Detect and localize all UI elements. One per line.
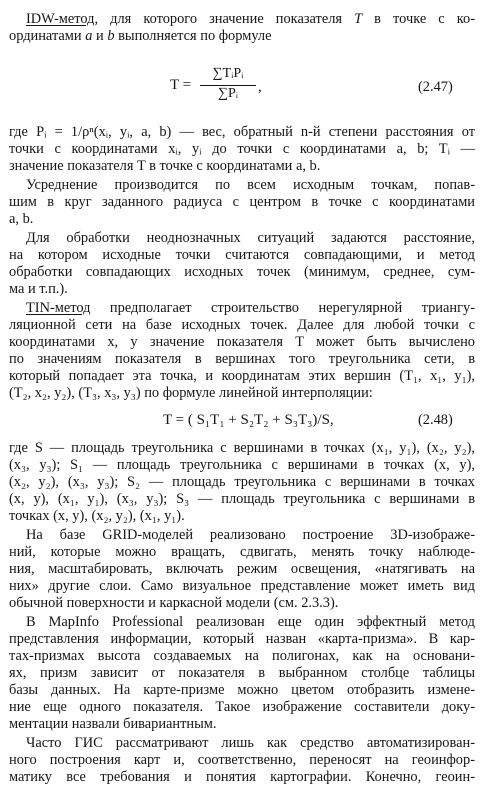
var-T: T [354,11,363,27]
text-line: ния, масштабировать, включать режим освещения, «натягивать на [9,561,475,577]
text-line: значение показателя T в точке с координатами a, b. [9,158,321,174]
text-line: шим в круг заданного радиуса с центром в точке с координатами [9,194,475,210]
formula-tail: , [258,79,262,95]
text-line: координатами x, y значение показателя T может быть вычислено [9,334,475,350]
formula-numerator: ∑TᵢPᵢ [212,66,244,81]
text-line: (T₂, x₂, y₂), (T₃, x₃, y₃) по формуле линейной интерполяции: [9,385,373,401]
text-line: Часто ГИС рассматривают лишь как средство автоматизирован- [26,735,475,751]
text-fragment: , для которого значение показателя [94,11,355,27]
text-line [26,300,475,316]
text-line [26,11,475,27]
text-line: ментации назвали бивариантным. [9,716,217,732]
text-line: где S — площадь треугольника с вершинами в точках (x₁, y₁), (x₂, y₂), [9,440,475,456]
equation-number: (2.47) [418,79,453,95]
text-line: ординатами a и b выполняется по формуле [9,28,272,44]
text-line: по значениям показателя в вершинах того треугольника сети, в [9,351,475,367]
text-line: на котором исходные точки считаются совпадающими, и метод [9,247,475,263]
text-line: a, b. [9,211,34,227]
formula-lhs: T = [170,77,192,93]
text-line: (x, y), (x₁, y₁), (x₃, y₃); S₃ — площадь треугольника с вершинами в [9,491,475,507]
text-line: точки с координатами xᵢ, yᵢ до точки с координатами a, b; Tᵢ — [9,141,475,157]
text-line: них» другие слои. Само визуальное представление может иметь вид [9,578,475,594]
text-line: В MapInfo Professional реализован еще один эффектный метод [26,614,475,630]
text-line: Усреднение производится по всем исходным точкам, попав- [26,177,475,193]
text-line: Для обработки неоднозначных ситуаций задаются расстояние, [26,230,475,246]
text-line: ляционной сети на базе исходных точек. Далее для любой точки с [9,317,475,333]
text-line: ма и т.п.). [9,281,68,297]
text-line: На базе GRID-моделей реализовано построение 3D-изображе- [26,527,475,543]
text-line: ние еще одного показателя. Такое изображение составители доку- [9,699,475,715]
text-line: точках (x, y), (x₂, y₂), (x₁, y₁). [9,508,185,524]
text-line: ний, которые можно вращать, сдвигать, менять точку наблюде- [9,544,475,560]
text-line: базы данных. На карте-призме можно цветом отобразить измене- [9,682,475,698]
text-fragment: предполагает строительство нерегулярной триангу- [90,300,475,316]
text-line: обычной поверхности и каркасной модели (см. 2.3.3). [9,595,339,611]
equation-number: (2.48) [418,412,453,428]
text-line: матику все требования и понятия картографии. Конечно, геоин- [9,769,475,785]
formula-denominator: ∑Pᵢ [217,86,239,101]
term-idw: IDW-метод [26,11,95,27]
formula-interpolation: T = ( S₁T₁ + S₂T₂ + S₃T₃)/S, [163,412,334,428]
text-line: (x₃, y₃); S₁ — площадь треугольника с вершинами в точках (x, y), [9,457,475,473]
text-line: тах-призмах высота создаваемых на полигонах, как на основани- [9,648,475,664]
term-tin: TIN-метод [26,300,91,316]
text-line: который попадает эта точка, и координатам этих вершин (T₁, x₁, y₁), [9,368,475,384]
text-line: обработки совпадающих исходных точек (минимум, среднее, сум- [9,264,475,280]
text-line: (x₂, y₂), (x₃, y₃); S₂ — площадь треугольника с вершинами в точках [9,474,475,490]
text-line: ного построения карт и, соответственно, переносят на геоинфор- [9,752,475,768]
text-fragment: в точке с ко- [362,11,475,27]
text-line: где Pᵢ = 1/ρⁿ(xᵢ, yᵢ, a, b) — вес, обратный n-й степени расстояния от [9,124,475,140]
text-line: представления информации, который назван «карта-призма». В кар- [9,631,475,647]
text-line: ях, призм зависит от показателя в выбранном столбце таблицы [9,665,475,681]
